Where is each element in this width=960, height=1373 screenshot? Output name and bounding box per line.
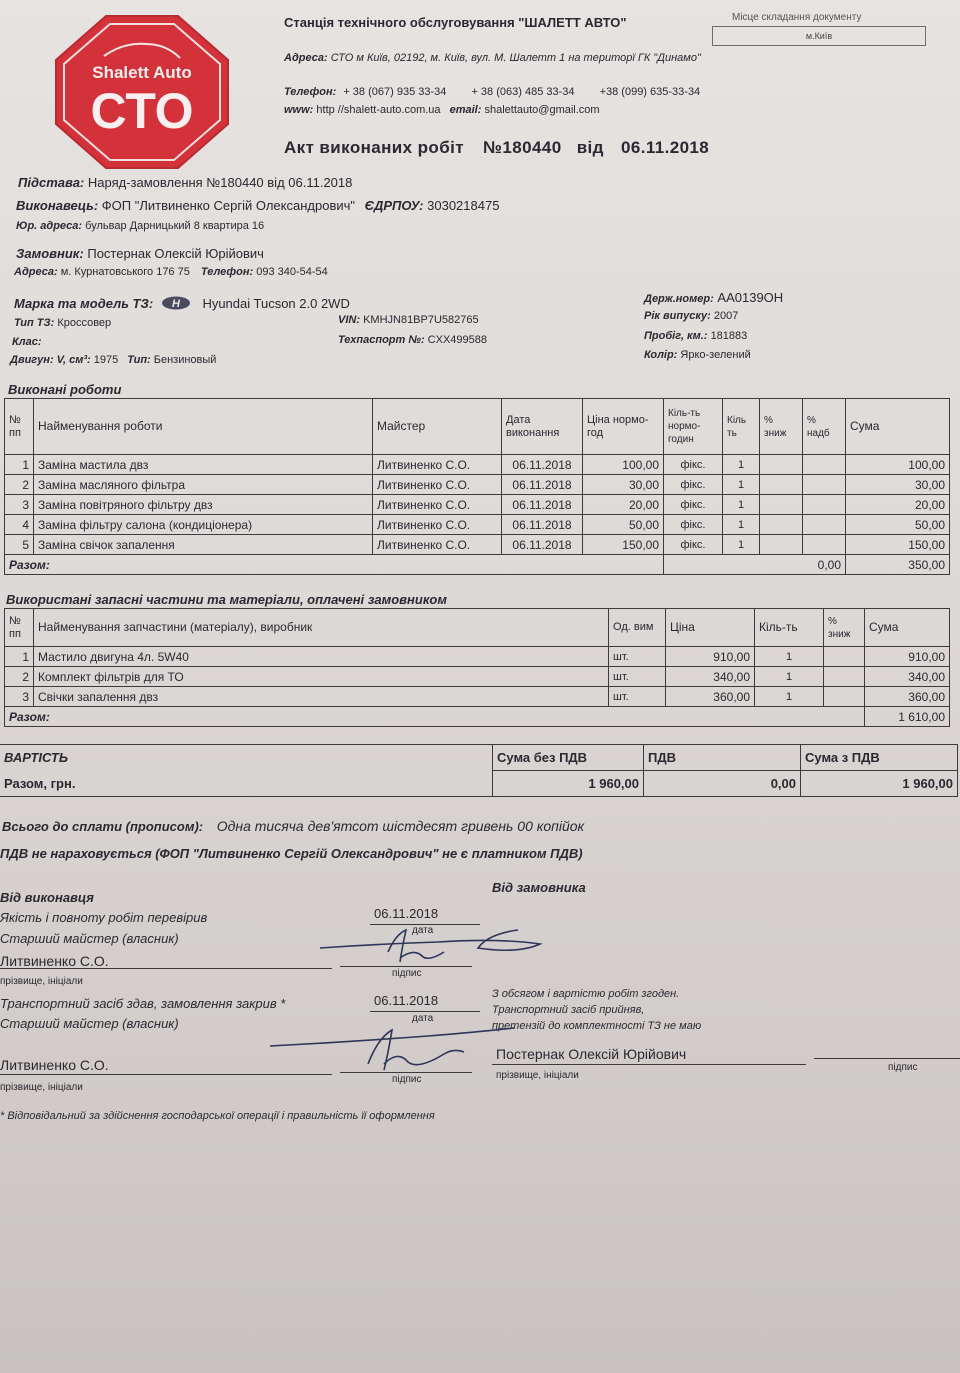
hyundai-logo-icon [161,296,191,310]
quality-checked-text: Якість і повноту робіт перевірив [0,910,208,925]
works-table [4,398,950,575]
executor-signature-1 [318,918,548,974]
work-price: 30,00 [583,475,664,495]
work-price: 50,00 [583,515,664,535]
work-discount [760,455,803,475]
parts-col-qty: Кіль-ть [755,609,824,647]
surname-caption: прізвище, ініціали [0,976,83,987]
type-label: Тип ТЗ: [14,317,55,329]
vin-value: KMHJN81BP7U582765 [363,314,479,326]
work-date: 06.11.2018 [502,475,583,495]
works-total-row [5,555,950,575]
act-number: №180440 [483,138,562,157]
company-name: Станція технічного обслуговування "ШАЛЕТТ АВТО" [284,15,627,30]
passport-value: CXX499588 [427,334,487,346]
parts-col-sum: Сума [865,609,950,647]
year-label: Рік випуску: [644,310,711,322]
plate-label: Держ.номер: [644,293,714,305]
vin-row [338,314,479,326]
senior-master-text: Старший майстер (власник) [0,931,179,946]
parts-total-row [5,707,950,727]
customer-phone-value: 093 340-54-54 [256,266,328,278]
email-label: email: [449,104,482,116]
work-no: 5 [5,535,34,555]
no-vat-value: 1 960,00 [493,771,644,797]
work-qty: 1 [723,535,760,555]
executor-value: ФОП "Литвиненко Сергій Олександрович" [101,198,356,213]
passport-label: Техпаспорт №: [338,334,425,346]
plate-row [644,290,783,305]
customer-surname-line [492,1064,806,1065]
work-sum: 20,00 [846,495,950,515]
work-markup [803,475,846,495]
vat-note: ПДВ не нараховується (ФОП "Литвиненко Сергій Олександрович" не є платником ПДВ) [0,846,583,861]
with-vat-value: 1 960,00 [801,771,958,797]
phone-1: + 38 (067) 935 33-34 [343,86,447,98]
color-label: Колір: [644,349,678,361]
part-price: 340,00 [666,667,755,687]
works-col-sum: Сума [846,399,950,455]
part-no: 3 [5,687,34,707]
place-label: Місце складання документу [732,12,862,23]
customer-signature-line [814,1058,960,1059]
date-caption: дата [412,925,434,936]
work-sum: 30,00 [846,475,950,495]
table-row [5,535,950,555]
from-customer-heading: Від замовника [492,880,586,895]
works-header-row [5,399,950,455]
work-name: Заміна повітряного фільтру двз [34,495,373,515]
year-value: 2007 [713,310,739,322]
works-col-price: Ціна нормо-год [583,399,664,455]
part-name: Комплект фільтрів для ТО [34,667,609,687]
work-master: Литвиненко С.О. [373,475,502,495]
shalett-auto-logo [54,14,230,170]
part-unit: шт. [609,667,666,687]
mileage-label: Пробіг, км.: [644,330,708,342]
executor-surname: Литвиненко С.О. [0,953,109,969]
executor-signature-2 [268,1014,518,1078]
date-caption-2: дата [412,1013,434,1024]
work-markup [803,495,846,515]
work-no: 1 [5,455,34,475]
work-master: Литвиненко С.О. [373,495,502,515]
basis-row [18,175,352,190]
phones-row [284,86,700,98]
work-date: 06.11.2018 [502,455,583,475]
web-row [284,104,600,116]
cost-header-row [0,745,958,771]
work-markup [803,455,846,475]
handed-over-text: Транспортний засіб здав, замовлення закрив * [0,996,286,1011]
work-sum: 150,00 [846,535,950,555]
www-label: www: [284,104,314,116]
parts-table [4,608,950,727]
parts-total-sum: 1 610,00 [865,707,950,727]
table-row [5,515,950,535]
work-name: Заміна масляного фільтра [34,475,373,495]
work-sum: 100,00 [846,455,950,475]
table-row [5,647,950,667]
company-address-row [284,52,701,64]
part-no: 1 [5,647,34,667]
works-total-label: Разом: [5,555,664,575]
table-row [5,495,950,515]
parts-col-unit: Од. вим [609,609,666,647]
words-value: Одна тисяча дев'ятсот шістдесят гривень 00 копійок [216,818,585,834]
part-qty: 1 [755,687,824,707]
work-name: Заміна свічок запалення [34,535,373,555]
logo-top-text: Shalett Auto [92,63,192,82]
work-master: Литвиненко С.О. [373,515,502,535]
signature-caption: підпис [392,968,422,979]
works-col-master: Майстер [373,399,502,455]
phone-label: Телефон: [284,86,337,98]
phone-3: +38 (099) 635-33-34 [599,86,701,98]
with-vat-label: Сума з ПДВ [801,745,958,771]
surname-caption-2: прізвище, ініціали [0,1082,83,1093]
part-sum: 340,00 [865,667,950,687]
customer-address-label: Адреса: [14,266,58,278]
work-hours: фікс. [664,495,723,515]
works-col-discount: % зниж [760,399,803,455]
customer-signature-caption: підпис [888,1062,918,1073]
works-section-title: Виконані роботи [8,382,122,397]
email-link[interactable]: shalettauto@gmail.com [484,104,600,116]
work-markup [803,535,846,555]
mileage-row [644,330,747,342]
parts-col-discount: % зниж [824,609,865,647]
work-date: 06.11.2018 [502,535,583,555]
executor-surname-2: Литвиненко С.О. [0,1057,109,1073]
work-hours: фікс. [664,535,723,555]
color-row [644,349,751,361]
work-qty: 1 [723,475,760,495]
agree-line-1: З обсягом і вартістю робіт згоден. [492,988,680,1000]
type-value: Кроссовер [57,317,112,329]
legal-address-value: бульвар Дарницький 8 квартира 16 [85,220,265,232]
cost-value-row [0,771,958,797]
work-price: 150,00 [583,535,664,555]
work-sum: 50,00 [846,515,950,535]
company-address: СТО м Київ, 02192, м. Київ, вул. М. Шалетт 1 на територї ГК "Динамо" [330,52,701,64]
table-row [5,687,950,707]
place-box: м.Київ [712,26,926,46]
work-discount [760,515,803,535]
work-qty: 1 [723,455,760,475]
table-row [5,455,950,475]
cost-table [0,744,958,797]
edrpou-label: ЄДРПОУ: [364,198,424,213]
work-markup [803,515,846,535]
parts-total-label: Разом: [5,707,865,727]
footnote: * Відповідальний за здійснення господарської операції і правильність її оформлення [0,1110,435,1122]
mileage-value: 181883 [710,330,748,342]
from-executor-heading: Від виконавця [0,890,94,905]
parts-col-no: № пп [5,609,34,647]
part-name: Свічки запалення двз [34,687,609,707]
svg-text:H: H [171,298,180,310]
fuel-value: Бензиновый [153,354,217,366]
customer-surname: Постернак Олексій Юрійович [496,1046,687,1062]
website-link[interactable]: http //shalett-auto.com.ua [316,104,441,116]
works-total-sum: 350,00 [846,555,950,575]
basis-label: Підстава: [18,175,85,190]
vin-label: VIN: [338,314,360,326]
model-label: Марка та модель ТЗ: [14,296,154,311]
passport-row [338,334,487,346]
part-discount [824,647,865,667]
parts-col-price: Ціна [666,609,755,647]
work-date: 06.11.2018 [502,515,583,535]
works-col-qty: Кіль ть [723,399,760,455]
part-discount [824,687,865,707]
check-date: 06.11.2018 [374,906,439,921]
words-label: Всього до сплати (прописом): [2,819,204,834]
agree-line-2: Транспортний засіб прийняв, [492,1004,645,1016]
work-master: Литвиненко С.О. [373,535,502,555]
part-name: Мастило двигуна 4л. 5W40 [34,647,609,667]
engine-value: 1975 [93,354,119,366]
part-unit: шт. [609,647,666,667]
work-no: 2 [5,475,34,495]
customer-address-value: м. Курнатовського 176 75 [60,266,190,278]
vehicle-model-row [14,296,350,311]
words-row [2,818,584,834]
class-label: Клас: [12,336,42,348]
part-unit: шт. [609,687,666,707]
work-hours: фікс. [664,515,723,535]
parts-col-name: Найменування запчастини (матеріалу), виробник [34,609,609,647]
customer-surname-caption: прізвище, ініціали [496,1070,579,1081]
legal-address-label: Юр. адреса: [16,220,83,232]
engine-label: Двигун: V, см³: [10,354,91,366]
executor-row [16,198,499,213]
table-row [5,667,950,687]
address-label: Адреса: [284,52,328,64]
agree-line-3: претензій до комплектності ТЗ не маю [492,1020,702,1032]
part-sum: 910,00 [865,647,950,667]
customer-address-row [14,266,328,278]
logo-main-text: СТО [90,83,194,139]
act-date: 06.11.2018 [620,138,710,157]
work-qty: 1 [723,495,760,515]
senior-master-text-2: Старший майстер (власник) [0,1016,179,1031]
part-discount [824,667,865,687]
act-date-word: від [576,138,604,157]
customer-value: Постернак Олексій Юрійович [87,246,264,261]
works-col-date: Дата виконання [502,399,583,455]
work-no: 3 [5,495,34,515]
works-total-hours: 0,00 [664,555,846,575]
year-row [644,310,738,322]
part-qty: 1 [755,667,824,687]
part-qty: 1 [755,647,824,667]
work-discount [760,495,803,515]
work-date: 06.11.2018 [502,495,583,515]
vehicle-type-row [14,317,111,329]
phone-2: + 38 (063) 485 33-34 [471,86,575,98]
vat-label: ПДВ [644,745,801,771]
customer-label: Замовник: [16,246,84,261]
date-line-2 [370,1011,480,1012]
table-row [5,475,950,495]
surname-line [0,968,332,969]
fuel-label: Тип: [127,354,151,366]
close-date: 06.11.2018 [374,993,439,1008]
work-name: Заміна мастила двз [34,455,373,475]
color-value: Ярко-зелений [680,349,751,361]
works-col-name: Найменування роботи [34,399,373,455]
part-sum: 360,00 [865,687,950,707]
edrpou-value: 3030218475 [427,198,500,213]
executor-label: Виконавець: [16,198,99,213]
works-col-markup: % надб [803,399,846,455]
legal-address-row [16,220,264,232]
part-no: 2 [5,667,34,687]
work-discount [760,535,803,555]
signature-caption-2: підпис [392,1074,422,1085]
no-vat-label: Сума без ПДВ [493,745,644,771]
parts-section-title: Використані запасні частини та матеріали, оплачені замовником [6,592,447,607]
work-hours: фікс. [664,455,723,475]
act-title-row [284,138,709,158]
part-price: 910,00 [666,647,755,667]
cost-label: ВАРТІСТЬ [0,745,493,771]
work-hours: фікс. [664,475,723,495]
model-value: Hyundai Tucson 2.0 2WD [202,296,350,311]
customer-phone-label: Телефон: [200,266,254,278]
act-title: Акт виконаних робіт [284,138,464,157]
work-qty: 1 [723,515,760,535]
cost-sub-label: Разом, грн. [0,771,493,797]
engine-row [10,354,216,366]
part-price: 360,00 [666,687,755,707]
work-price: 100,00 [583,455,664,475]
work-master: Литвиненко С.О. [373,455,502,475]
customer-row [16,246,264,261]
works-col-hours: Кіль-ть нормо-годин [664,399,723,455]
vat-value: 0,00 [644,771,801,797]
parts-header-row [5,609,950,647]
works-col-no: № пп [5,399,34,455]
work-price: 20,00 [583,495,664,515]
work-discount [760,475,803,495]
basis-value: Наряд-замовлення №180440 від 06.11.2018 [87,175,353,190]
plate-value: АА0139ОН [717,290,784,305]
work-name: Заміна фільтру салона (кондиціонера) [34,515,373,535]
work-no: 4 [5,515,34,535]
